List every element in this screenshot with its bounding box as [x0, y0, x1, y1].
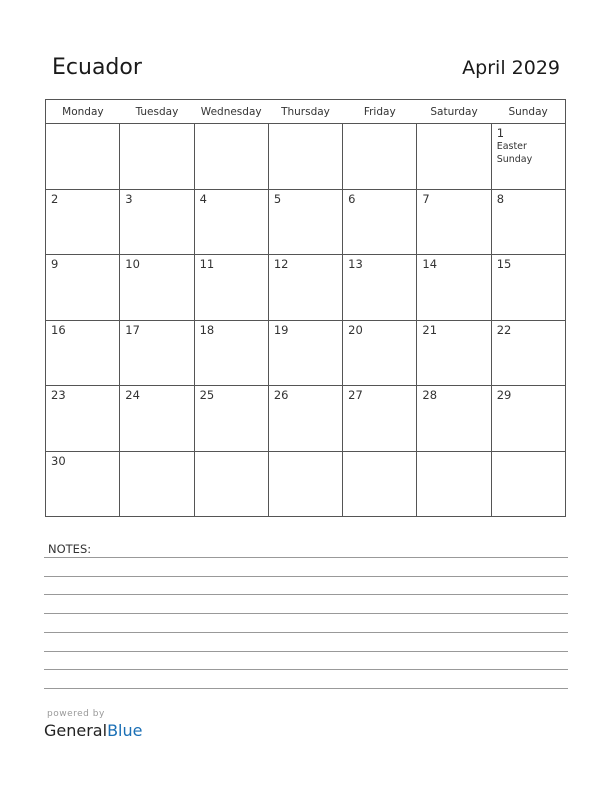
- day-number: 7: [422, 191, 430, 206]
- weekday-header: Thursday: [268, 100, 342, 124]
- calendar-day-cell: [343, 124, 417, 190]
- calendar-week-row: [46, 124, 566, 190]
- day-number: 18: [199, 322, 215, 337]
- day-number: 9: [51, 257, 59, 271]
- calendar-day-cell: [268, 189, 342, 255]
- calendar-day-cell: [120, 386, 194, 452]
- calendar-day-cell: [491, 124, 565, 190]
- day-number: 2: [51, 191, 59, 206]
- note-line: [44, 688, 568, 689]
- day-number: 20: [348, 322, 363, 337]
- calendar-day-cell: [46, 255, 120, 321]
- weekday-header: Wednesday: [194, 100, 268, 124]
- day-number: 24: [125, 388, 140, 402]
- note-line: [44, 613, 568, 614]
- calendar-day-cell: [194, 320, 268, 386]
- calendar-week-row: [46, 189, 566, 255]
- brand-name-general: General: [44, 721, 108, 740]
- calendar-day-cell: [343, 189, 417, 255]
- brand-name-blue: Blue: [107, 721, 143, 740]
- calendar-day-cell: [194, 189, 268, 255]
- day-number: 23: [51, 388, 66, 402]
- calendar-day-cell: [46, 320, 120, 386]
- calendar-day-cell: [120, 255, 194, 321]
- day-number: 16: [51, 322, 66, 337]
- holiday-label: Easter Sunday: [496, 141, 533, 165]
- calendar-day-cell: [417, 320, 491, 386]
- calendar-day-cell: [417, 386, 491, 452]
- calendar-day-cell: [417, 255, 491, 321]
- calendar-week-row: [46, 255, 566, 321]
- day-number: 1: [496, 126, 505, 140]
- brand-logo: [44, 721, 142, 740]
- calendar-day-cell: [491, 386, 565, 452]
- weekday-header: Saturday: [417, 100, 491, 124]
- calendar-day-cell: [268, 124, 342, 190]
- day-number: 14: [422, 257, 438, 271]
- day-number: 13: [348, 257, 363, 271]
- calendar-day-cell: [343, 320, 417, 386]
- calendar-week-row: [46, 451, 566, 517]
- day-number: 26: [273, 388, 289, 402]
- day-number: 17: [125, 322, 140, 337]
- notes-label: NOTES:: [48, 542, 92, 556]
- calendar-day-cell: [120, 451, 194, 517]
- note-line: [44, 669, 568, 670]
- calendar-month-title: April 2029: [462, 57, 560, 79]
- calendar-day-cell: [46, 386, 120, 452]
- calendar-day-cell: [491, 189, 565, 255]
- calendar-day-cell: [491, 320, 565, 386]
- weekday-header-row: [46, 100, 566, 124]
- day-number: 8: [496, 191, 505, 206]
- calendar-day-cell: [343, 451, 417, 517]
- calendar-day-cell: [491, 451, 565, 517]
- calendar-day-cell: [343, 386, 417, 452]
- calendar-day-cell: [268, 320, 342, 386]
- note-line: [44, 594, 568, 595]
- day-number: 15: [496, 257, 512, 271]
- calendar-day-cell: [194, 451, 268, 517]
- note-line: [44, 557, 568, 558]
- note-line: [44, 632, 568, 633]
- calendar-day-cell: [120, 124, 194, 190]
- weekday-header: Friday: [343, 100, 417, 124]
- day-number: 11: [199, 257, 215, 271]
- calendar-week-row: [46, 320, 566, 386]
- note-line: [44, 651, 568, 652]
- note-line: [44, 576, 568, 577]
- calendar-day-cell: [417, 451, 491, 517]
- calendar-day-cell: [120, 189, 194, 255]
- day-number: 6: [348, 191, 356, 206]
- day-number: 28: [422, 388, 438, 402]
- day-number: 5: [273, 191, 282, 206]
- calendar-country-title: Ecuador: [52, 55, 142, 80]
- calendar-week-row: [46, 386, 566, 452]
- day-number: 19: [273, 322, 289, 337]
- day-number: 25: [199, 388, 215, 402]
- calendar-day-cell: [268, 386, 342, 452]
- calendar-day-cell: [268, 451, 342, 517]
- weekday-header: Tuesday: [120, 100, 194, 124]
- day-number: 30: [51, 453, 66, 468]
- calendar-day-cell: [46, 124, 120, 190]
- calendar-day-cell: [194, 255, 268, 321]
- weekday-header: Monday: [46, 100, 120, 124]
- day-number: 27: [348, 388, 363, 402]
- calendar-day-cell: [194, 386, 268, 452]
- calendar-day-cell: [417, 189, 491, 255]
- day-number: 29: [496, 388, 512, 402]
- day-number: 12: [273, 257, 289, 271]
- calendar-day-cell: [343, 255, 417, 321]
- powered-by-text: powered by: [47, 709, 105, 719]
- calendar-day-cell: [194, 124, 268, 190]
- calendar-day-cell: [491, 255, 565, 321]
- day-number: 22: [496, 322, 512, 337]
- calendar-day-cell: [120, 320, 194, 386]
- calendar-day-cell: [417, 124, 491, 190]
- weekday-header: Sunday: [491, 100, 565, 124]
- calendar-day-cell: [46, 451, 120, 517]
- calendar-grid: [45, 99, 566, 517]
- day-number: 4: [199, 191, 207, 206]
- day-number: 10: [125, 257, 140, 271]
- day-number: 21: [422, 322, 438, 337]
- calendar-day-cell: [46, 189, 120, 255]
- day-number: 3: [125, 191, 133, 206]
- calendar-day-cell: [268, 255, 342, 321]
